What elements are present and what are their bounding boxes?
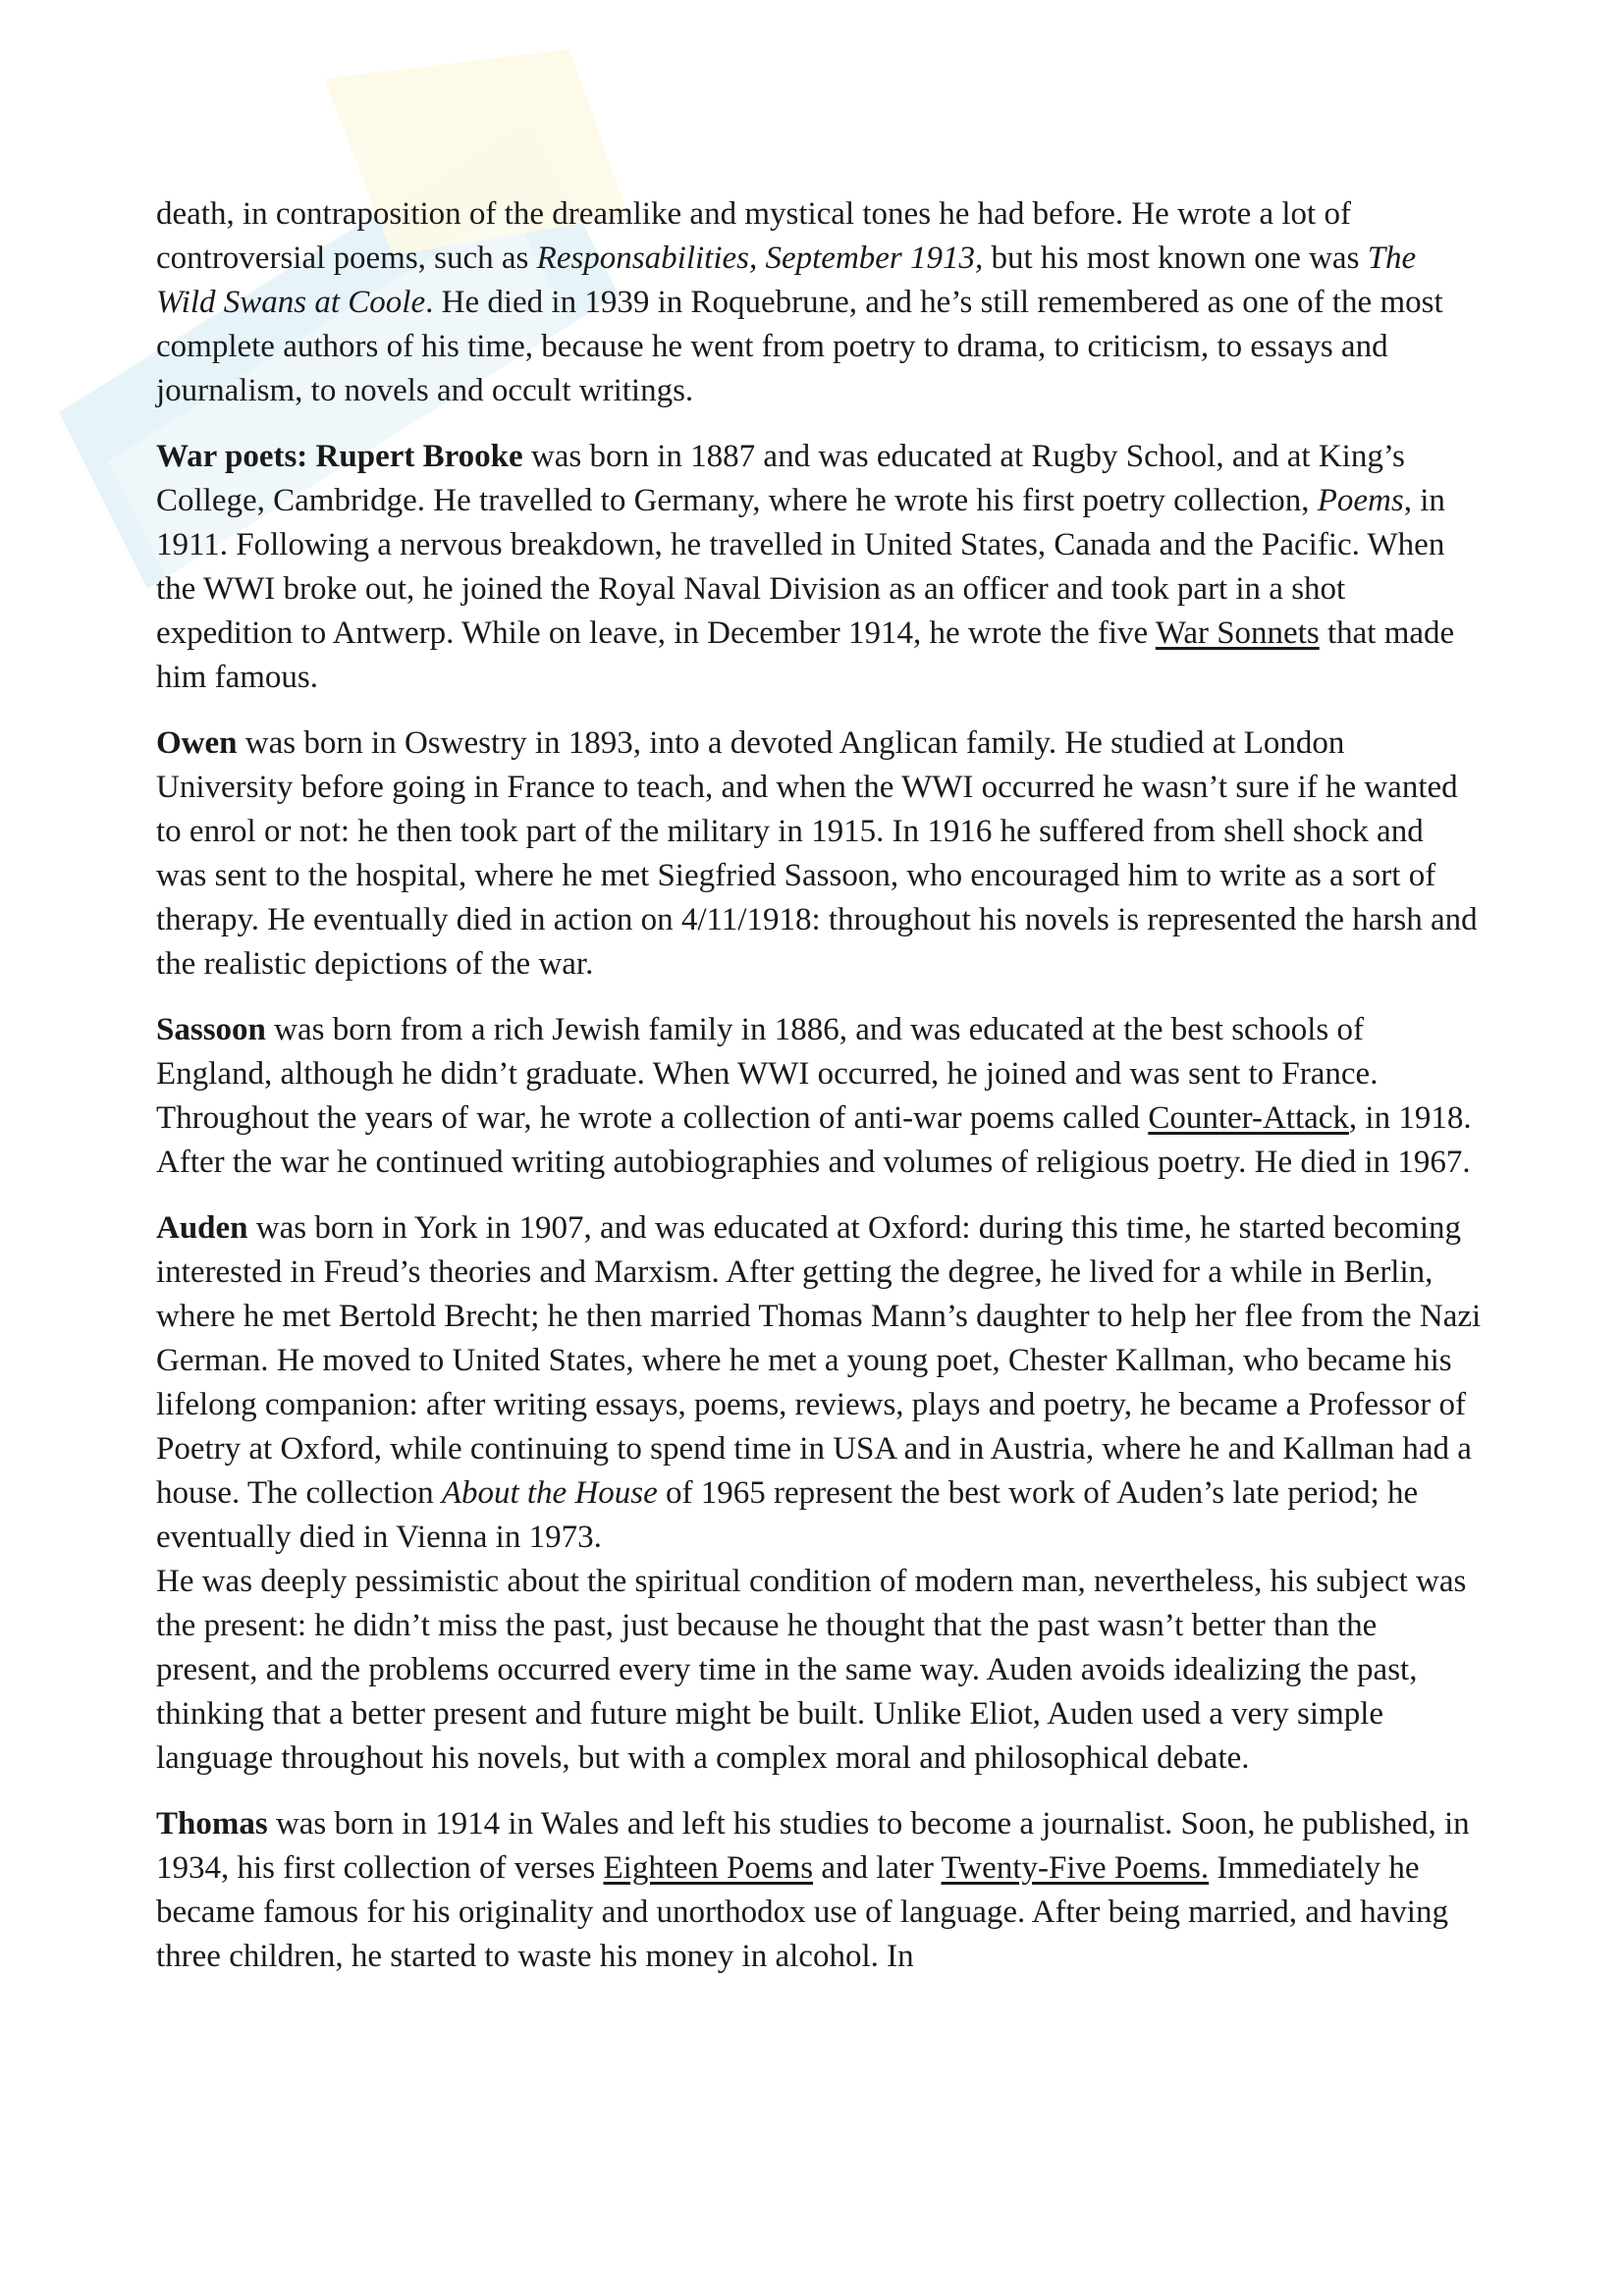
work-title: About the House <box>441 1475 658 1511</box>
work-title: The Wild Swans at Coole <box>156 240 1417 320</box>
paragraph-thomas <box>156 1802 1482 1979</box>
paragraph-yeats-end <box>156 192 1482 413</box>
paragraph-text: was born in Oswestry in 1893, into a devoted Anglican family. He studied at London University before going in France to teach, and when the WWI occurred he wasn’t sure if he wanted to enrol or not: he then took part of the military in 1915. In 1916 he suffered from shell shock and was sent to the hospital, where he met Siegfried Sassoon, who encouraged him to write as a sort of therapy. He eventually died in action on 4/11/1918: throughout his novels is represented the harsh and the realistic depictions of the war. <box>156 725 1478 982</box>
paragraph-text: of 1965 represent the best work of Auden’s late period; he eventually died in Vienna in 1973. <box>156 1475 1419 1555</box>
paragraph-text: that made him famous. <box>156 615 1455 695</box>
section-lead: Thomas <box>156 1806 268 1842</box>
paragraph-text: was born in 1887 and was educated at Rugby School, and at King’s College, Cambridge. He travelled to Germany, where he wrote his first poetry collection, <box>156 439 1405 518</box>
section-lead: War poets: Rupert Brooke <box>156 439 523 474</box>
paragraph-text: was born in York in 1907, and was educated at Oxford: during this time, he started becoming interested in Freud’s theories and Marxism. After getting the degree, he lived for a while in Berlin, where he met Bertold Brecht; he then married Thomas Mann’s daughter to help her flee from the Nazi German. He moved to United States, where he met a young poet, Chester Kallman, who became his lifelong companion: after writing essays, poems, reviews, plays and poetry, he became a Professor of Poetry at Oxford, while continuing to spend time in USA and in Austria, where he and Kallman had a house. The collection <box>156 1210 1482 1511</box>
paragraph-text: death, in contraposition of the dreamlike and mystical tones he had before. He wrote a lot of controversial poems, such as <box>156 196 1351 276</box>
paragraph-text: Immediately he became famous for his originality and unorthodox use of language. After being married, and having three children, he started to waste his money in alcohol. In <box>156 1850 1448 1974</box>
paragraph-auden-style <box>156 1560 1482 1781</box>
document-page <box>156 192 1482 2001</box>
paragraph-text: , in 1918. After the war he continued writing autobiographies and volumes of religious poetry. He died in 1967. <box>156 1100 1472 1180</box>
paragraph-text: . He died in 1939 in Roquebrune, and he’s still remembered as one of the most complete authors of his time, because he went from poetry to drama, to criticism, to essays and journalism, to novels and occult writings. <box>156 285 1443 408</box>
paragraph-auden <box>156 1206 1482 1560</box>
section-lead: Auden <box>156 1210 248 1246</box>
work-title: Counter-Attack <box>1148 1100 1349 1136</box>
section-lead: Sassoon <box>156 1012 266 1047</box>
paragraph-sassoon <box>156 1008 1482 1185</box>
paragraph-text: and later <box>813 1850 942 1886</box>
paragraph-brooke <box>156 435 1482 700</box>
paragraph-text: was born from a rich Jewish family in 1886, and was educated at the best schools of England, although he didn’t graduate. When WWI occurred, he joined and was sent to France. Throughout the years of war, he wrote a collection of anti-war poems called <box>156 1012 1379 1136</box>
paragraph-text: was born in 1914 in Wales and left his studies to become a journalist. Soon, he published, in 1934, his first collection of verses <box>156 1806 1470 1886</box>
paragraph-text: , in 1911. Following a nervous breakdown, he travelled in United States, Canada and the Pacific. When the WWI broke out, he joined the Royal Naval Division as an officer and took part in a shot expedition to Antwerp. While on leave, in December 1914, he wrote the five <box>156 483 1445 651</box>
paragraph-text: He was deeply pessimistic about the spiritual condition of modern man, nevertheless, his subject was the present: he didn’t miss the past, just because he thought that the past wasn’t better than the present, and the problems occurred every time in the same way. Auden avoids idealizing the past, thinking that a better present and future might be built. Unlike Eliot, Auden used a very simple language throughout his novels, but with a complex moral and philosophical debate. <box>156 1564 1467 1776</box>
work-title: Twenty-Five Poems. <box>941 1850 1210 1886</box>
paragraph-owen <box>156 721 1482 987</box>
paragraph-text: but his most known one was <box>983 240 1368 276</box>
work-title: Responsabilities, September 1913, <box>536 240 984 276</box>
work-title: War Sonnets <box>1155 615 1320 651</box>
work-title: Poems <box>1317 483 1404 518</box>
section-lead: Owen <box>156 725 238 761</box>
work-title: Eighteen Poems <box>603 1850 814 1886</box>
